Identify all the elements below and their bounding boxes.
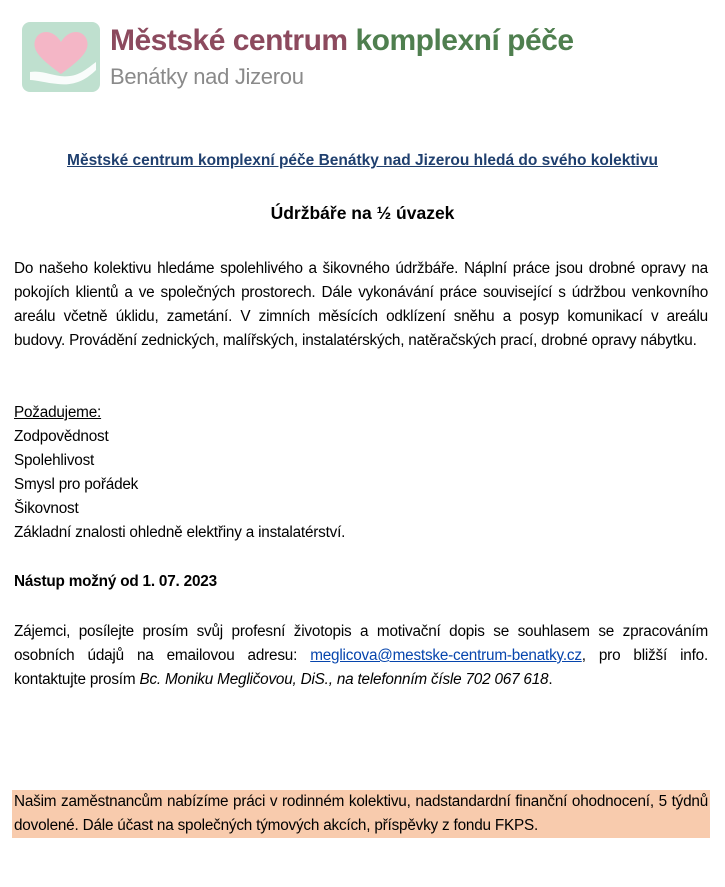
logo-heart-hand-icon [22, 22, 100, 92]
headline: Městské centrum komplexní péče Benátky nad Jizerou hledá do svého kolektivu [67, 152, 658, 169]
requirements-heading: Požadujeme: [14, 404, 102, 421]
intro-paragraph: Do našeho kolektivu hledáme spolehlivého a šikovného údržbáře. Náplní práce jsou drobné opravy na pokojích klientů a ve společných prostorech. Dále vykonávání práce související s údržbou venkovního areálu včetně úklidu, zametání. V zimních měsících odklízení sněhu a posyp komunikací v areálu budovy. Provádění zednických, malířských, instalatérských, natěračských prací, drobné opravy nábytku. [14, 260, 708, 349]
job-title: Údržbáře na ½ úvazek [270, 203, 455, 223]
brand-name: Městské centrum komplexní péče [110, 24, 574, 57]
contact-person: Bc. Moniku Megličovou, DiS., na telefonním čísle 702 067 618 [139, 671, 549, 688]
start-date: Nástup možný od 1. 07. 2023 [14, 573, 217, 590]
brand-subtitle: Benátky nad Jizerou [110, 64, 304, 89]
requirements [14, 401, 708, 545]
email-link[interactable]: meglicova@mestske-centrum-benatky.cz [310, 647, 582, 664]
contact-paragraph: Zájemci, posílejte prosím svůj profesní životopis a motivační dopis se souhlasem se zpracováním osobních údajů na emailovou adresu: meglicova@mestske-centrum-benatky.cz, pro bližší info. kontaktujte prosím Bc. Moniku Megličovou, DiS., na telefonním čísle 702 067 618. [14, 623, 708, 688]
requirement-item: Spolehlivost [14, 452, 95, 469]
requirement-item: Základní znalosti ohledně elektřiny a instalatérství. [14, 524, 346, 541]
requirement-item: Šikovnost [14, 500, 79, 517]
benefits-box: Našim zaměstnancům nabízíme práci v rodinném kolektivu, nadstandardní finanční ohodnocení, 5 týdnů dovolené. Dále účast na společných týmových akcích, příspěvky z fondu FKPS. [12, 790, 710, 838]
requirement-item: Zodpovědnost [14, 428, 109, 445]
requirement-item: Smysl pro pořádek [14, 476, 139, 493]
